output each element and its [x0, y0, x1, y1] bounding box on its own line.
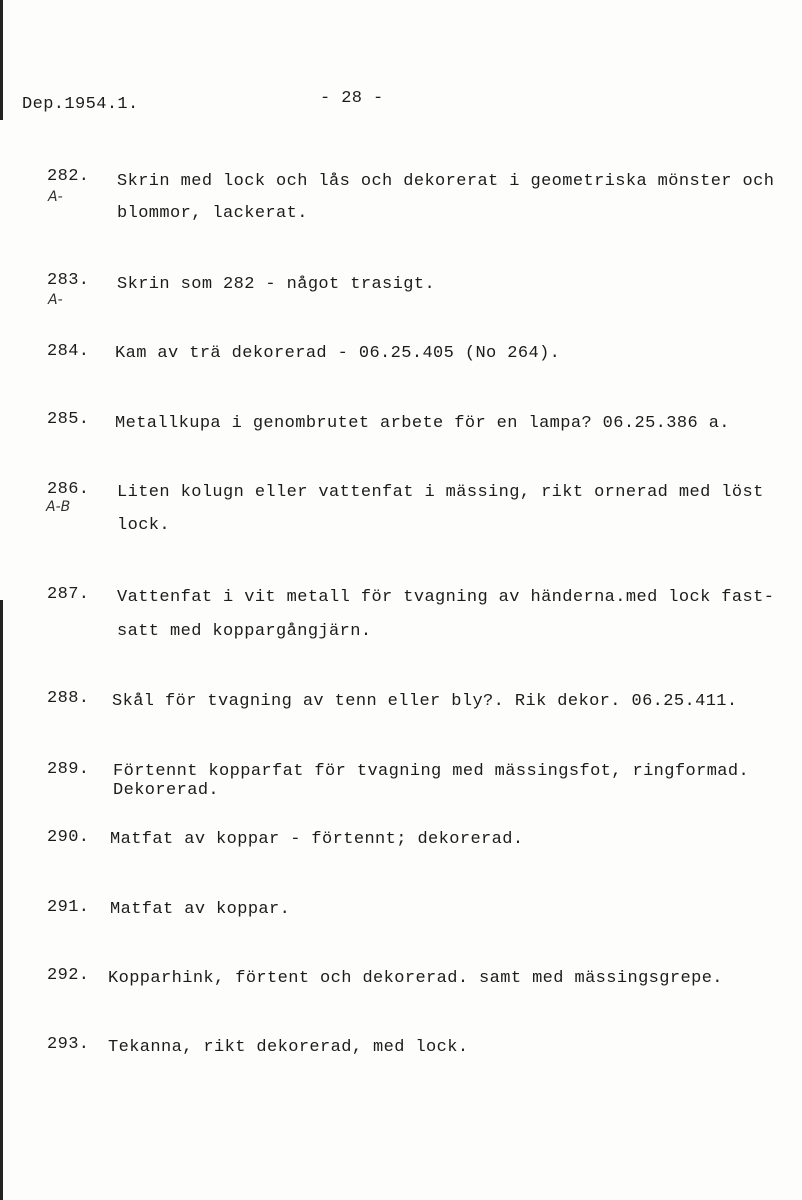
entry-number: 287.	[47, 585, 90, 604]
entry-text: Vattenfat i vit metall för tvagning av händerna.med lock fast-	[117, 588, 775, 607]
entry-number: 288.	[47, 689, 90, 708]
entry-text: Kam av trä dekorerad - 06.25.405 (No 264).	[115, 344, 561, 363]
page-number: - 28 -	[320, 89, 384, 108]
handwritten-mark: A-	[48, 189, 63, 205]
entry-text: Skrin som 282 - något trasigt.	[117, 275, 436, 294]
entry-text: Matfat av koppar - förtennt; dekorerad.	[110, 830, 524, 849]
entry-text: satt med koppargångjärn.	[117, 622, 372, 641]
binding-edge-line	[0, 600, 3, 1200]
entry-number: 283.	[47, 271, 90, 290]
entry-text: Skrin med lock och lås och dekorerat i geometriska mönster och	[117, 172, 775, 191]
entry-number: 293.	[47, 1035, 90, 1054]
entry-number: 290.	[47, 828, 90, 847]
entry-text: Förtennt kopparfat för tvagning med mässingsfot, ringformad.	[113, 762, 750, 781]
entry-number: 282.	[47, 167, 90, 186]
entry-text: Kopparhink, förtent och dekorerad. samt med mässingsgrepe.	[108, 969, 723, 988]
deposit-reference: Dep.1954.1.	[22, 95, 139, 114]
entry-text: lock.	[117, 516, 171, 535]
entry-number: 291.	[47, 898, 90, 917]
entry-number: 285.	[47, 410, 90, 429]
entry-text: Metallkupa i genombrutet arbete för en lampa? 06.25.386 a.	[115, 414, 730, 433]
entry-number: 286.	[47, 480, 90, 499]
entry-text: Liten kolugn eller vattenfat i mässing, rikt ornerad med löst	[117, 483, 764, 502]
entry-text: Dekorerad.	[113, 781, 220, 800]
handwritten-mark: A-B	[46, 499, 71, 515]
entry-text: Tekanna, rikt dekorerad, med lock.	[108, 1038, 469, 1057]
handwritten-mark: A-	[48, 292, 63, 308]
entry-number: 284.	[47, 342, 90, 361]
entry-number: 289.	[47, 760, 90, 779]
entry-text: blommor, lackerat.	[117, 204, 308, 223]
entry-text: Matfat av koppar.	[110, 900, 291, 919]
entry-number: 292.	[47, 966, 90, 985]
binding-edge-line	[0, 0, 3, 120]
entry-text: Skål för tvagning av tenn eller bly?. Rik dekor. 06.25.411.	[112, 692, 738, 711]
